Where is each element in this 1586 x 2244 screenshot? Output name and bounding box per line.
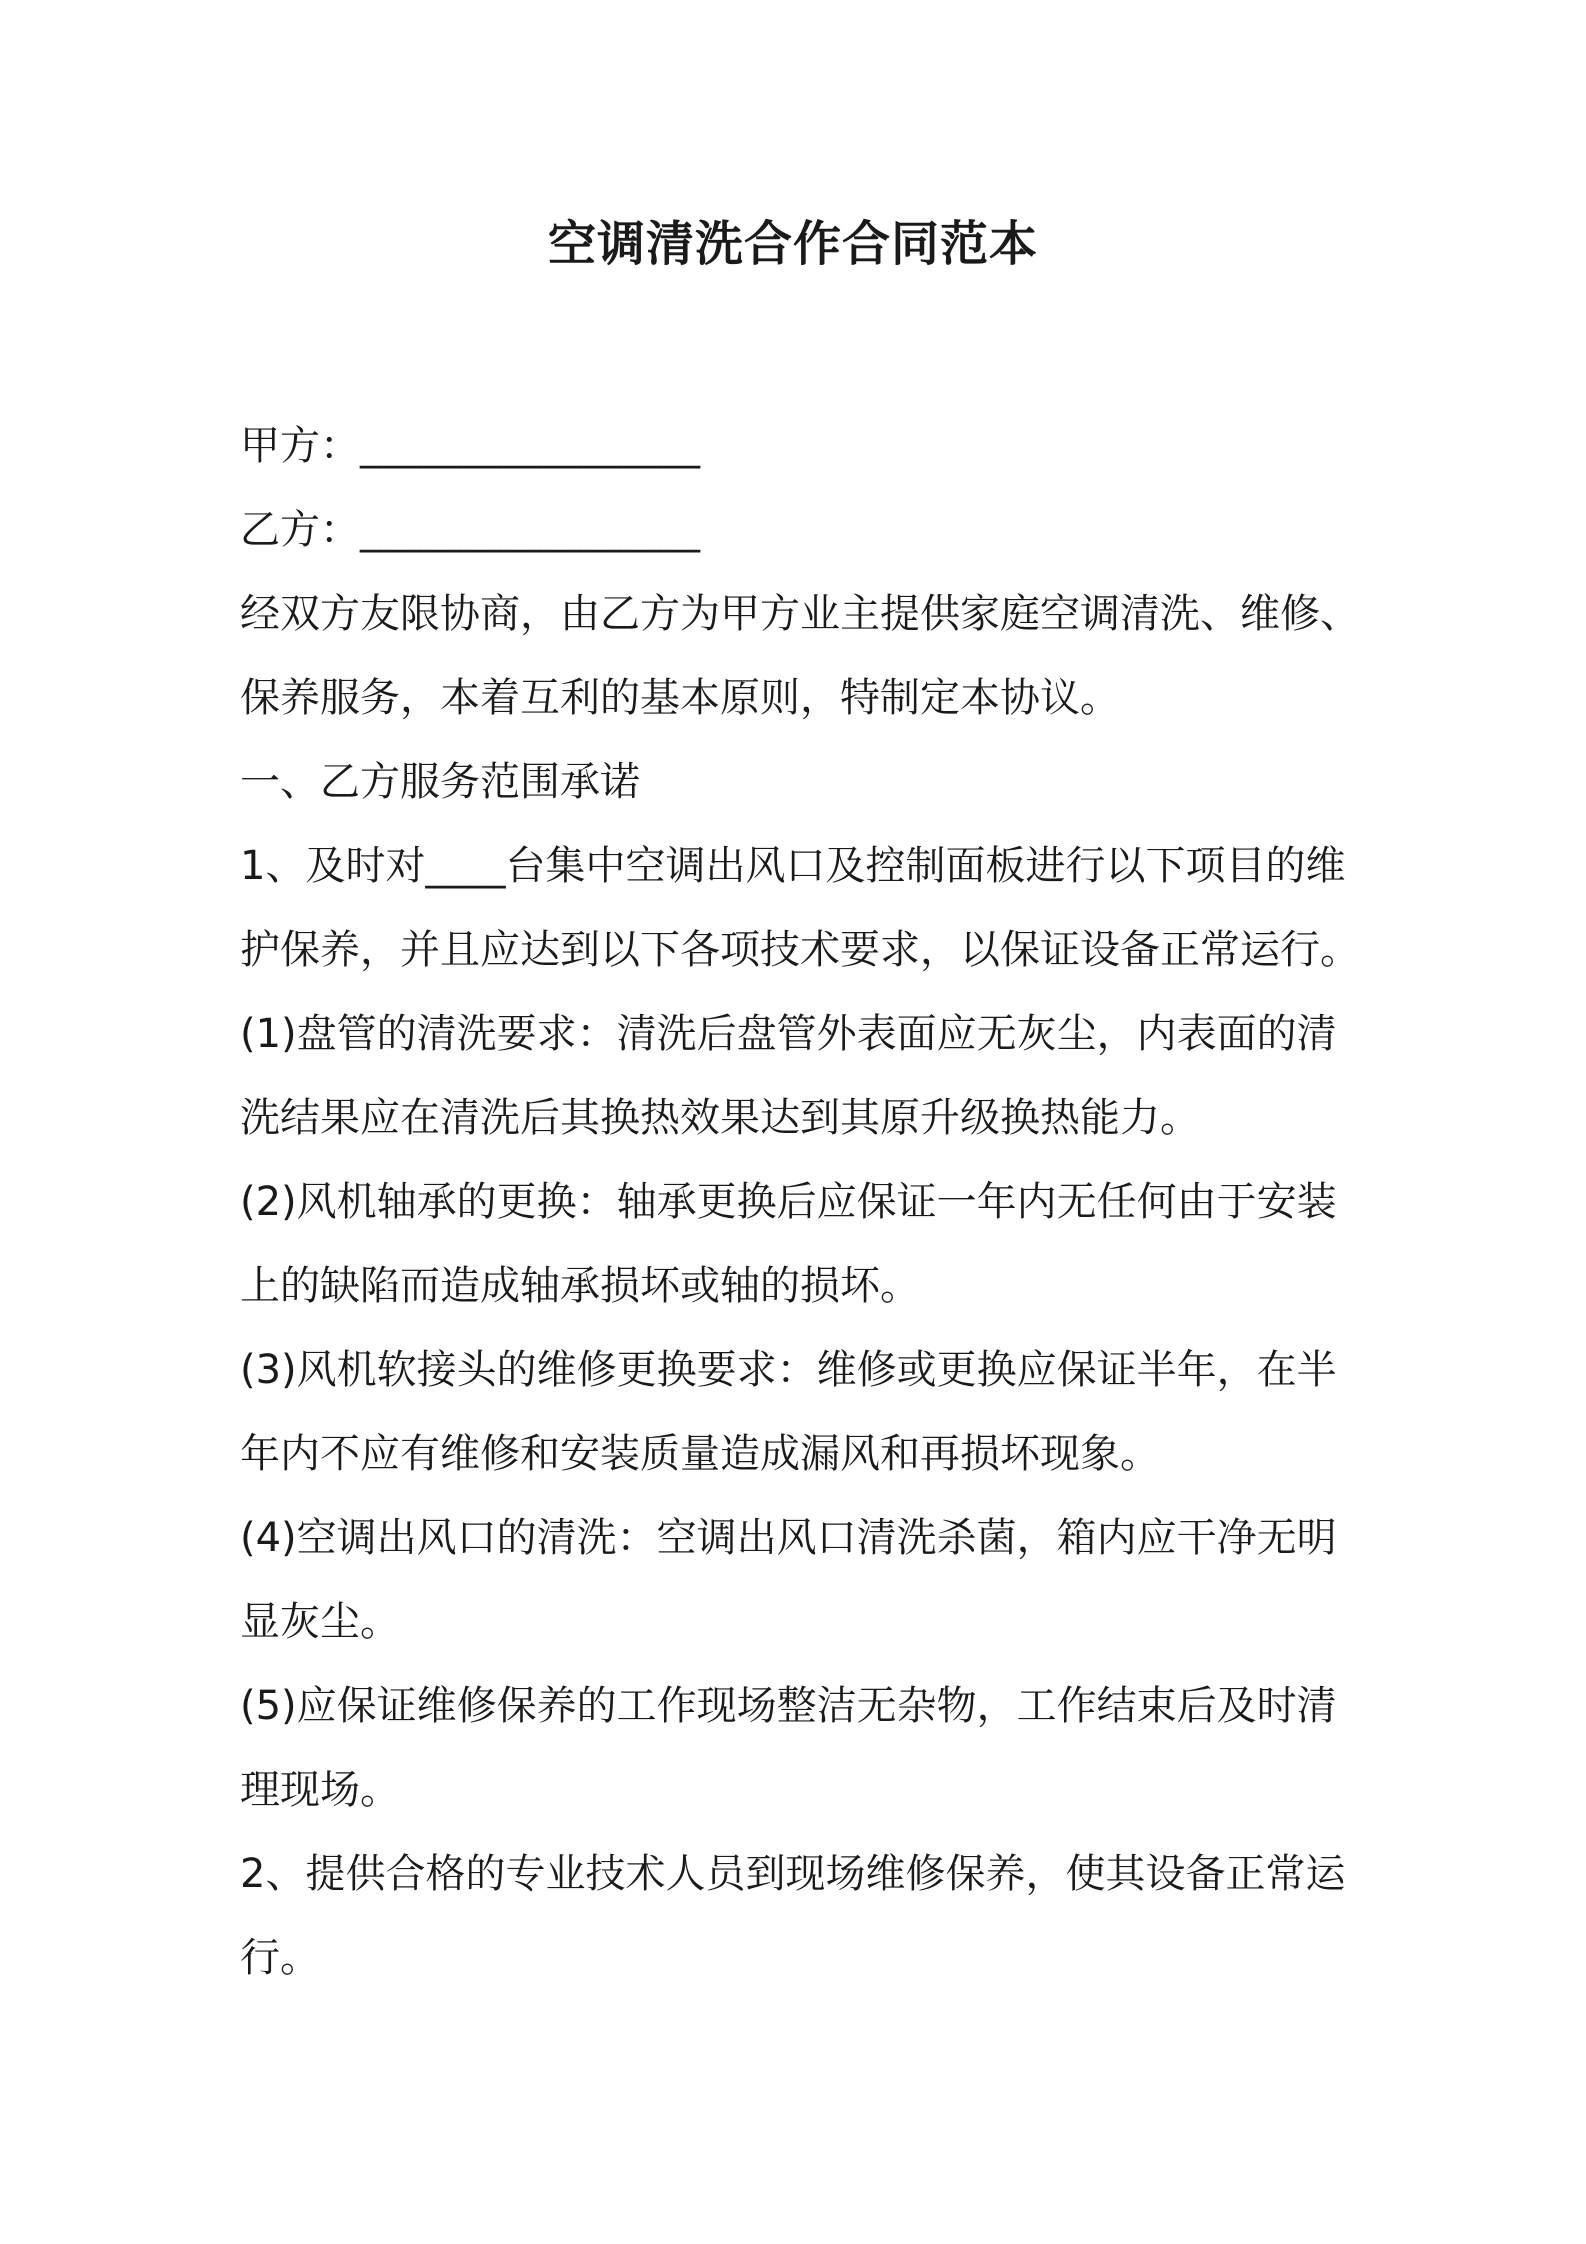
clause-line: 2、提供合格的专业技术人员到现场维修保养，使其设备正常运 (240, 1851, 1346, 1897)
clause-line: (2)风机轴承的更换：轴承更换后应保证一年内无任何由于安装 (240, 1179, 1337, 1225)
clause-line: 行。 (240, 1935, 320, 1981)
clause-line: 理现场。 (240, 1767, 400, 1813)
party-a-line: 甲方：_________________ (240, 423, 700, 469)
clause-line: (5)应保证维修保养的工作现场整洁无杂物，工作结束后及时清 (240, 1683, 1337, 1729)
document-body (240, 404, 1360, 2000)
clause-line: (4)空调出风口的清洗：空调出风口清洗杀菌，箱内应干净无明 (240, 1515, 1337, 1561)
clause-line: 显灰尘。 (240, 1599, 400, 1645)
clause-line: (1)盘管的清洗要求：清洗后盘管外表面应无灰尘，内表面的清 (240, 1011, 1337, 1057)
clause-line: (3)风机软接头的维修更换要求：维修或更换应保证半年，在半 (240, 1347, 1337, 1393)
document-title: 空调清洗合作合同范本 (547, 216, 1038, 272)
preamble-line: 保养服务，本着互利的基本原则，特制定本协议。 (240, 675, 1120, 721)
clause-line: 上的缺陷而造成轴承损坏或轴的损坏。 (240, 1263, 920, 1309)
clause-line: 1、及时对____台集中空调出风口及控制面板进行以下项目的维 (240, 843, 1346, 889)
clause-line: 护保养，并且应达到以下各项技术要求，以保证设备正常运行。 (240, 927, 1360, 973)
preamble-line: 经双方友限协商，由乙方为甲方业主提供家庭空调清洗、维修、 (240, 591, 1360, 637)
section-heading: 一、乙方服务范围承诺 (240, 759, 640, 805)
clause-line: 洗结果应在清洗后其换热效果达到其原升级换热能力。 (240, 1095, 1200, 1141)
party-b-line: 乙方：_________________ (240, 507, 700, 553)
clause-line: 年内不应有维修和安装质量造成漏风和再损坏现象。 (240, 1431, 1160, 1477)
